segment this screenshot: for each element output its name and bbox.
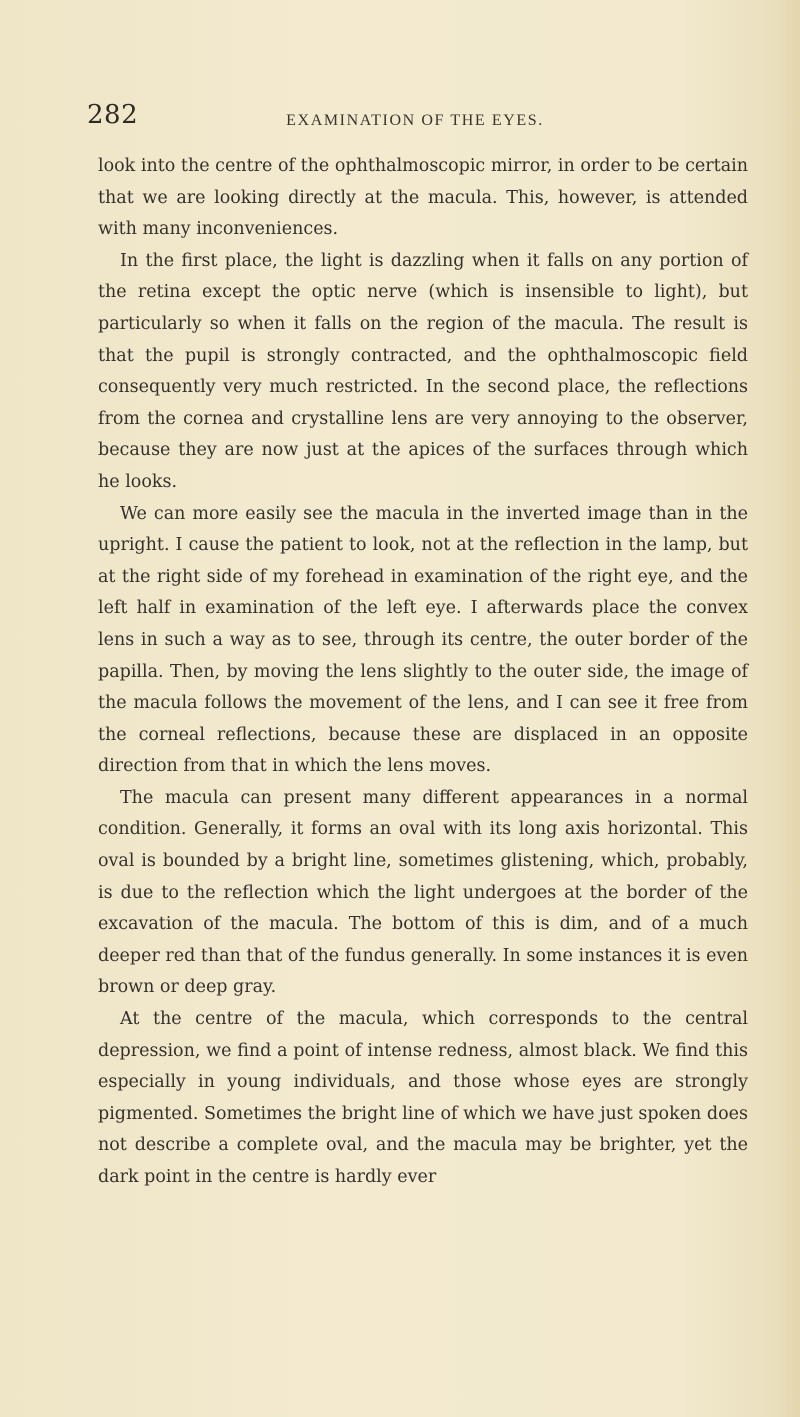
paragraph-2: In the first place, the light is dazzling when it falls on any portion of the retina except the optic nerve (which is insensible to light), but particularly so when it falls on the region of the macula. The result is that the pupil is strongly contracted, and the ophthalmoscopic field consequently very much restricted. In the second place, the reflections from the cornea and crystalline lens are very annoying to the observer, because they are now just at the apices of the surfaces through which he looks. [98, 250, 748, 492]
paragraph-4: The macula can present many different appearances in a normal condition. Generally, it forms an oval with its long axis horizontal. This oval is bounded by a bright line, sometimes glistening, which, probably, is due to the reflection which the light undergoes at the border of the excavation of the macula. The bottom of this is dim, and of a much deeper red than that of the fundus generally. In some instances it is even brown or deep gray. [98, 787, 748, 998]
paragraph-5: At the centre of the macula, which corresponds to the central depression, we find a point of intense redness, almost black. We find this especially in young individuals, and those whose eyes are strongly pigmented. Sometimes the bright line of which we have just spoken does not describe a complete oval, and the macula may be brighter, yet the dark point in the centre is hardly ever [98, 1009, 748, 1187]
body-text [98, 151, 748, 1194]
page-number: 282 [87, 100, 139, 130]
paragraph-1: look into the centre of the ophthalmoscopic mirror, in order to be certain that we are looking directly at the macula. This, however, is attended with many inconveniences. [98, 156, 748, 240]
running-title: EXAMINATION OF THE EYES. [286, 112, 544, 129]
paragraph-3: We can more easily see the macula in the inverted image than in the upright. I cause the patient to look, not at the reflection in the lamp, but at the right side of my forehead in examination of the right eye, and the left half in examination of the left eye. I afterwards place the convex lens in such a way as to see, through its centre, the outer border of the papilla. Then, by moving the lens slightly to the outer side, the image of the macula follows the movement of the lens, and I can see it free from the corneal reflections, because these are displaced in an opposite direction from that in which the lens moves. [98, 503, 748, 777]
